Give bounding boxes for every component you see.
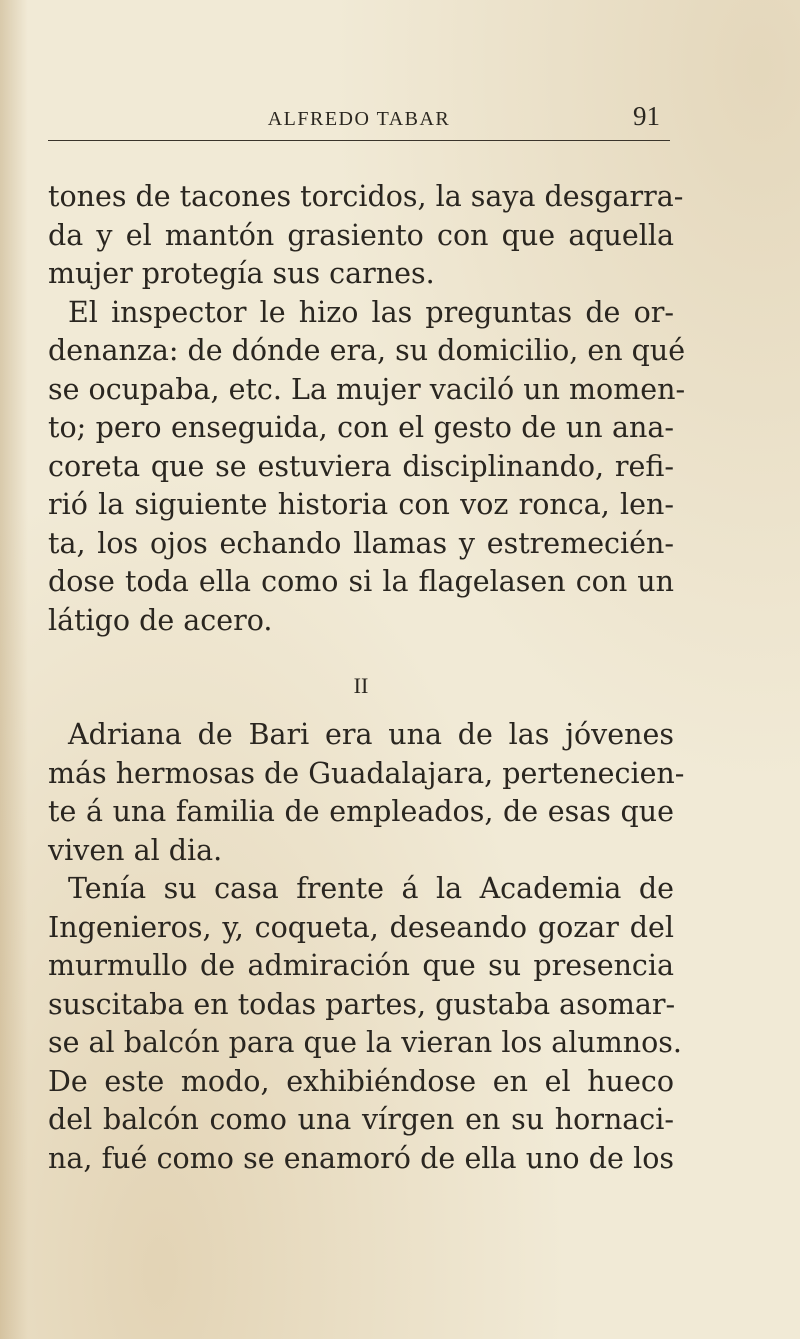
text-line: denanza: de dónde era, su domicilio, en qué	[48, 334, 686, 367]
text-line: na, fué como se enamoró de ella uno de los	[48, 1141, 674, 1175]
text-line: látigo de acero.	[48, 603, 273, 637]
text-line: Tenía su casa frente á la Academia de	[68, 872, 674, 905]
text-line: tones de tacones torcidos, la saya desgarra-	[48, 180, 684, 213]
page-number: 91	[633, 101, 660, 131]
text-line: más hermosas de Guadalajara, pertenecien-	[48, 756, 685, 790]
text-line: dose toda ella como si la flagelasen con un	[48, 565, 674, 598]
text-line: De este modo, exhibiéndose en el hueco	[48, 1064, 674, 1098]
paragraph-block-1	[48, 178, 686, 640]
paragraph-block-2	[48, 716, 685, 1178]
text-line: murmullo de admiración que su presencia	[48, 949, 674, 982]
running-head	[48, 100, 670, 141]
text-line: da y el mantón grasiento con que aquella	[48, 218, 674, 252]
text-line: se al balcón para que la vieran los alumnos.	[48, 1026, 682, 1059]
text-line: suscitaba en todas partes, gustaba asomar-	[48, 987, 676, 1021]
text-line: mujer protegía sus carnes.	[48, 257, 435, 290]
running-title: ALFREDO TABAR	[267, 108, 451, 130]
section-number: II	[353, 673, 369, 698]
text-line: viven al dia.	[48, 833, 223, 867]
text-line: Ingenieros, y, coqueta, deseando gozar del	[48, 910, 674, 944]
text-line: coreta que se estuviera disciplinando, refi-	[48, 449, 674, 483]
text-line: del balcón como una vírgen en su hornaci-	[48, 1103, 674, 1136]
text-line: se ocupaba, etc. La mujer vaciló un momen-	[48, 372, 686, 406]
text-line: to; pero enseguida, con el gesto de un ana-	[48, 411, 674, 444]
text-line: ta, los ojos echando llamas y estremecién-	[48, 526, 674, 560]
text-line: te á una familia de empleados, de esas que	[48, 795, 674, 828]
text-line: El inspector le hizo las preguntas de or-	[68, 295, 674, 329]
text-line: rió la siguiente historia con voz ronca, len-	[48, 488, 674, 521]
text-line: Adriana de Bari era una de las jóvenes	[68, 718, 674, 751]
